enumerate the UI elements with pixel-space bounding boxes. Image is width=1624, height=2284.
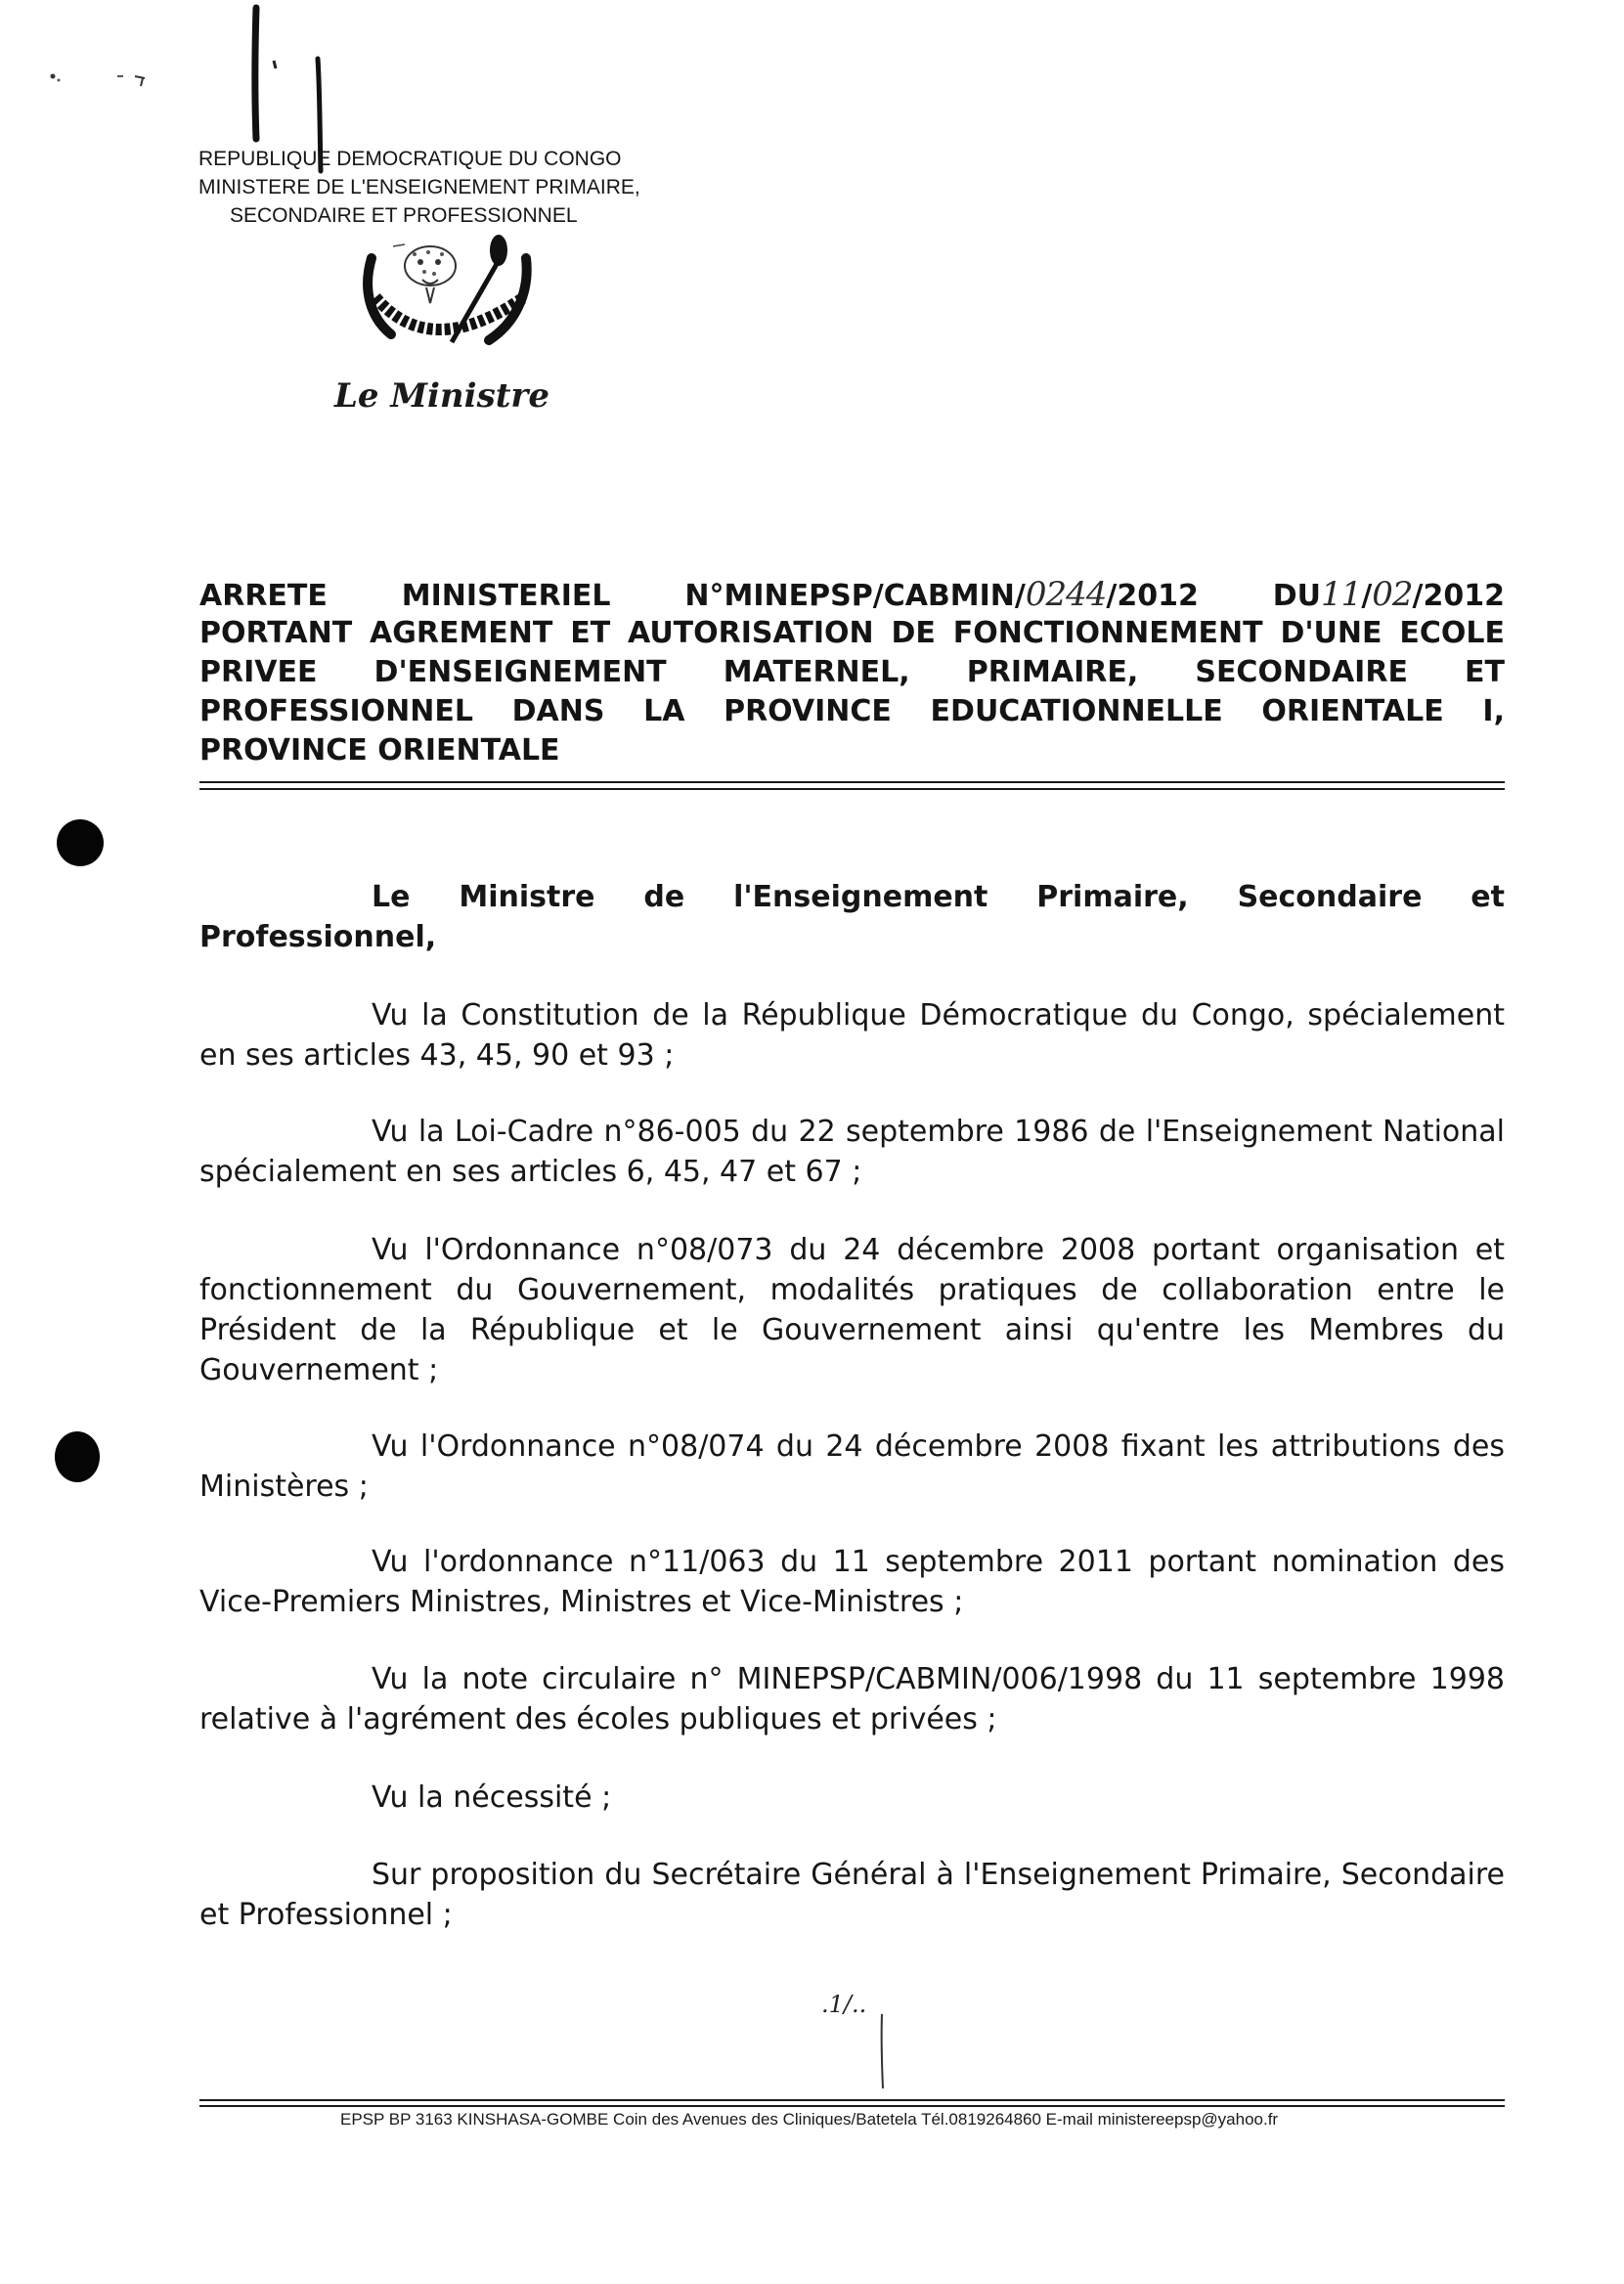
footer-rule-bottom [199, 2105, 1505, 2107]
paragraph-note-circulaire: Vu la note circulaire n° MINEPSP/CABMIN/006/1998 du 11 septembre 1998 relative à l'agrément des écoles publiques et privées ; [199, 1662, 1505, 1736]
paragraph-constitution: Vu la Constitution de la République Démocratique du Congo, spécialement en ses articles 43, 45, 90 et 93 ; [199, 998, 1505, 1073]
title-rule-bottom [199, 788, 1505, 790]
handwritten-decree-number: 0244 [1025, 575, 1107, 614]
page-marker: .1/.. [821, 1991, 867, 2018]
header-country: REPUBLIQUE DEMOCRATIQUE DU CONGO [198, 148, 622, 170]
paragraph-ordonnance-11-063: Vu l'ordonnance n°11/063 du 11 septembre 2011 portant nomination des Vice-Premiers Ministres, Ministres et Vice-Ministres ; [199, 1545, 1505, 1619]
header-ministry-cont: SECONDAIRE ET PROFESSIONNEL [230, 204, 578, 227]
paragraph-ordonnance-08-073: Vu l'Ordonnance n°08/073 du 24 décembre 2008 portant organisation et fonctionnement du Gouvernement, modalités pratiques de collaboration entre le Président de la République et le Gouvernement ainsi qu'entre les Membres du Gouvernement ; [199, 1233, 1505, 1387]
footer-rule-top [199, 2099, 1505, 2101]
footer-address: EPSP BP 3163 KINSHASA-GOMBE Coin des Avenues des Cliniques/Batetela Tél.0819264860 E-mail ministereepsp@yahoo.fr [340, 2110, 1279, 2129]
paragraph-ordonnance-08-074: Vu l'Ordonnance n°08/074 du 24 décembre 2008 fixant les attributions des Ministères ; [199, 1429, 1505, 1504]
leopard-head-icon [393, 244, 456, 303]
paragraph-loi-cadre: Vu la Loi-Cadre n°86-005 du 22 septembre 1986 de l'Enseignement National spécialement en ses articles 6, 45, 47 et 67 ; [199, 1115, 1505, 1189]
handwritten-month: 02 [1372, 575, 1413, 614]
handwritten-day: 11 [1321, 575, 1362, 614]
minister-heading: Le Ministre de l'Enseignement Primaire, Secondaire et Professionnel, [199, 880, 1505, 954]
coat-of-arms-emblem [332, 233, 536, 355]
title-line-4: PROFESSIONNEL DANS LA PROVINCE EDUCATIONNELLE ORIENTALE I, [199, 694, 1505, 728]
punch-hole [55, 1431, 100, 1482]
punch-hole [57, 819, 104, 866]
title-line-2: PORTANT AGREMENT ET AUTORISATION DE FONCTIONNEMENT D'UNE ECOLE [199, 616, 1505, 650]
title-rule-top [199, 781, 1505, 783]
header-ministry: MINISTERE DE L'ENSEIGNEMENT PRIMAIRE, [198, 176, 640, 198]
handwritten-tick [876, 2012, 888, 2090]
decree-title [199, 575, 1505, 770]
title-line-1: ARRETE MINISTERIEL N°MINEPSP/CABMIN/0244/2012 DU11/02/2012 [199, 575, 1505, 614]
paragraph-proposition: Sur proposition du Secrétaire Général à l'Enseignement Primaire, Secondaire et Professionnel ; [199, 1858, 1505, 1932]
scan-specks [39, 59, 156, 98]
title-line-5: PROVINCE ORIENTALE [199, 733, 560, 768]
paragraph-necessite: Vu la nécessité ; [372, 1780, 612, 1815]
signature-title: Le Ministre [334, 376, 549, 416]
title-line-3: PRIVEE D'ENSEIGNEMENT MATERNEL, PRIMAIRE, SECONDAIRE ET [199, 655, 1505, 689]
